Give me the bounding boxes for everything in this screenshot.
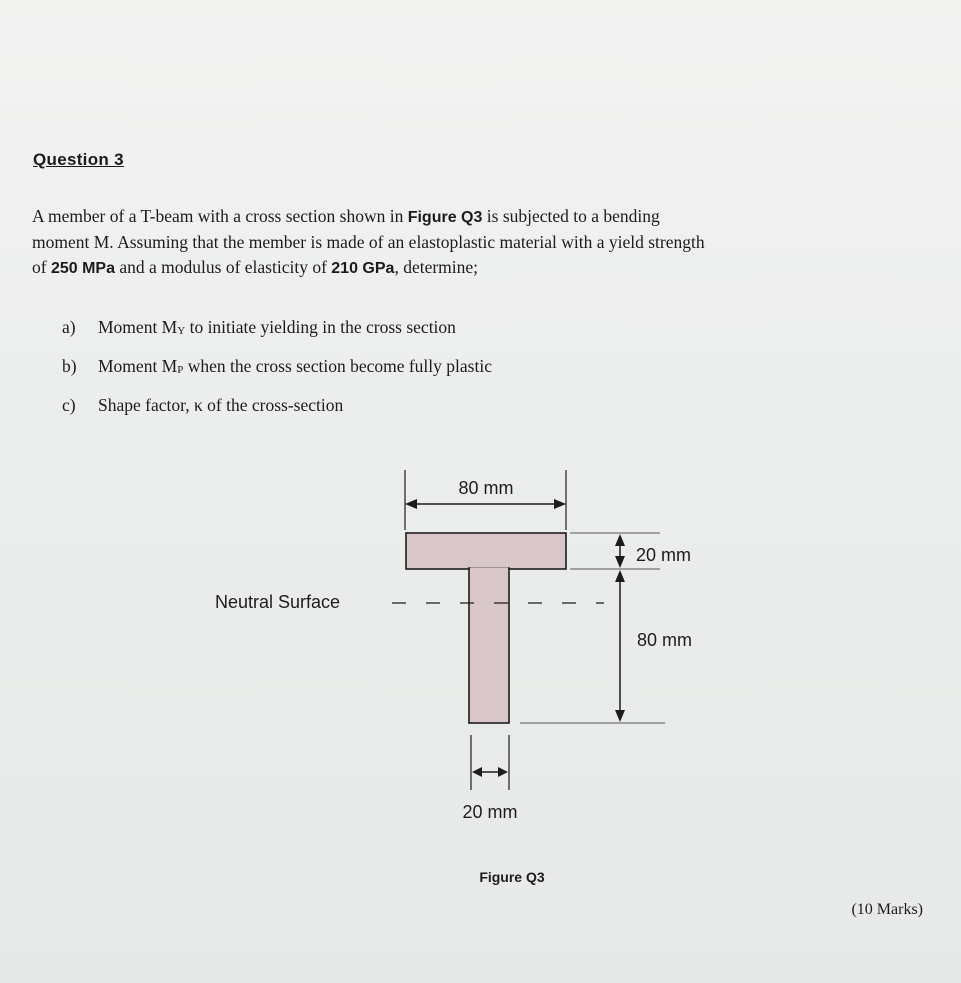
neutral-surface-label: Neutral Surface: [215, 592, 341, 612]
flange-thickness-arrow-down: [615, 556, 625, 568]
intro-line-2: moment M. Assuming that the member is made of an elastoplastic material with a yield strength: [32, 232, 705, 252]
figure-caption: Figure Q3: [479, 869, 545, 885]
t-beam-web: [469, 568, 509, 723]
flange-thickness-arrow-up: [615, 534, 625, 546]
intro-line-3: of 250 MPa and a modulus of elasticity of 210 GPa, determine;: [32, 257, 479, 277]
part-c: c) Shape factor, κ of the cross-section: [62, 388, 492, 423]
question-heading: Question 3: [33, 150, 124, 169]
marks-label: (10 Marks): [851, 901, 923, 918]
part-b-label: b): [62, 356, 77, 376]
flange-thickness-label: 20 mm: [636, 545, 692, 565]
intro-line-1: A member of a T-beam with a cross section shown in Figure Q3 is subjected to a bending: [32, 206, 660, 226]
flange-width-arrow-right: [554, 499, 566, 509]
part-a: a) Moment $M_Y$ to initiate yielding in the cross section: [62, 310, 492, 349]
web-width-arrow-right: [498, 767, 508, 777]
part-a-label: a): [62, 317, 76, 337]
flange-width-label: 80 mm: [458, 478, 514, 498]
web-width-arrow-left: [472, 767, 482, 777]
web-height-label: 80 mm: [637, 630, 693, 650]
part-c-label: c): [62, 395, 76, 415]
web-width-label: 20 mm: [462, 802, 518, 822]
flange-width-arrow-left: [405, 499, 417, 509]
t-beam-flange: [406, 533, 566, 569]
web-height-arrow-up: [615, 570, 625, 582]
web-height-arrow-down: [615, 710, 625, 722]
part-b: b) Moment $M_P$ when the cross section become fully plastic: [62, 349, 492, 388]
